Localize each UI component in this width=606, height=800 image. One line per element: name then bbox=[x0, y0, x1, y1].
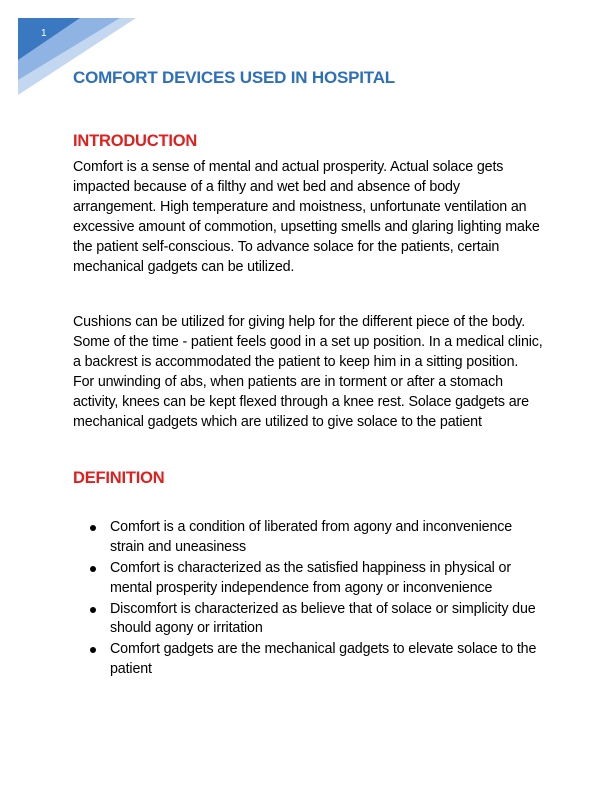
list-item-text: Discomfort is characterized as believe that of solace or simplicity due should agony or irritation bbox=[110, 600, 536, 637]
list-item-text: Comfort is a condition of liberated from agony and inconvenience strain and uneasiness bbox=[110, 518, 513, 555]
document-body bbox=[73, 68, 543, 681]
introduction-heading: INTRODUCTION bbox=[73, 132, 198, 150]
definition-list bbox=[73, 518, 543, 680]
page-number: 1 bbox=[41, 28, 47, 39]
list-item-text: Comfort is characterized as the satisfied happiness in physical or mental prosperity independence from agony or inconvenience bbox=[110, 559, 511, 596]
bullet-icon bbox=[90, 607, 96, 613]
list-item bbox=[110, 518, 543, 558]
definition-heading: DEFINITION bbox=[73, 468, 165, 487]
intro-paragraph-2: Cushions can be utilized for giving help for the different piece of the body. Some of the time - patient feels good in a set up position. In a medical clinic, a backrest is accommodated the patient to keep him in a sitting position. For unwinding of abs, when patients are in torment or after a stomach activity, knees can be kept flexed through a knee rest. Solace gadgets are mechanical gadgets which are utilized to give solace to the patient bbox=[73, 314, 543, 430]
list-item-text: Comfort gadgets are the mechanical gadgets to elevate solace to the patient bbox=[110, 641, 537, 678]
bullet-icon bbox=[90, 525, 96, 531]
bullet-icon bbox=[90, 647, 96, 653]
document-title: COMFORT DEVICES USED IN HOSPITAL bbox=[73, 68, 395, 87]
intro-paragraph-1: Comfort is a sense of mental and actual prosperity. Actual solace gets impacted because of a filthy and wet bed and absence of body arrangement. High temperature and moistness, unfortunate ventilation an excessive amount of commotion, upsetting smells and glaring lighting make the patient self-conscious. To advance solace for the patients, certain mechanical gadgets can be utilized. bbox=[73, 159, 540, 275]
list-item bbox=[110, 600, 543, 640]
bullet-icon bbox=[90, 566, 96, 572]
list-item bbox=[110, 640, 543, 680]
list-item bbox=[110, 559, 543, 599]
